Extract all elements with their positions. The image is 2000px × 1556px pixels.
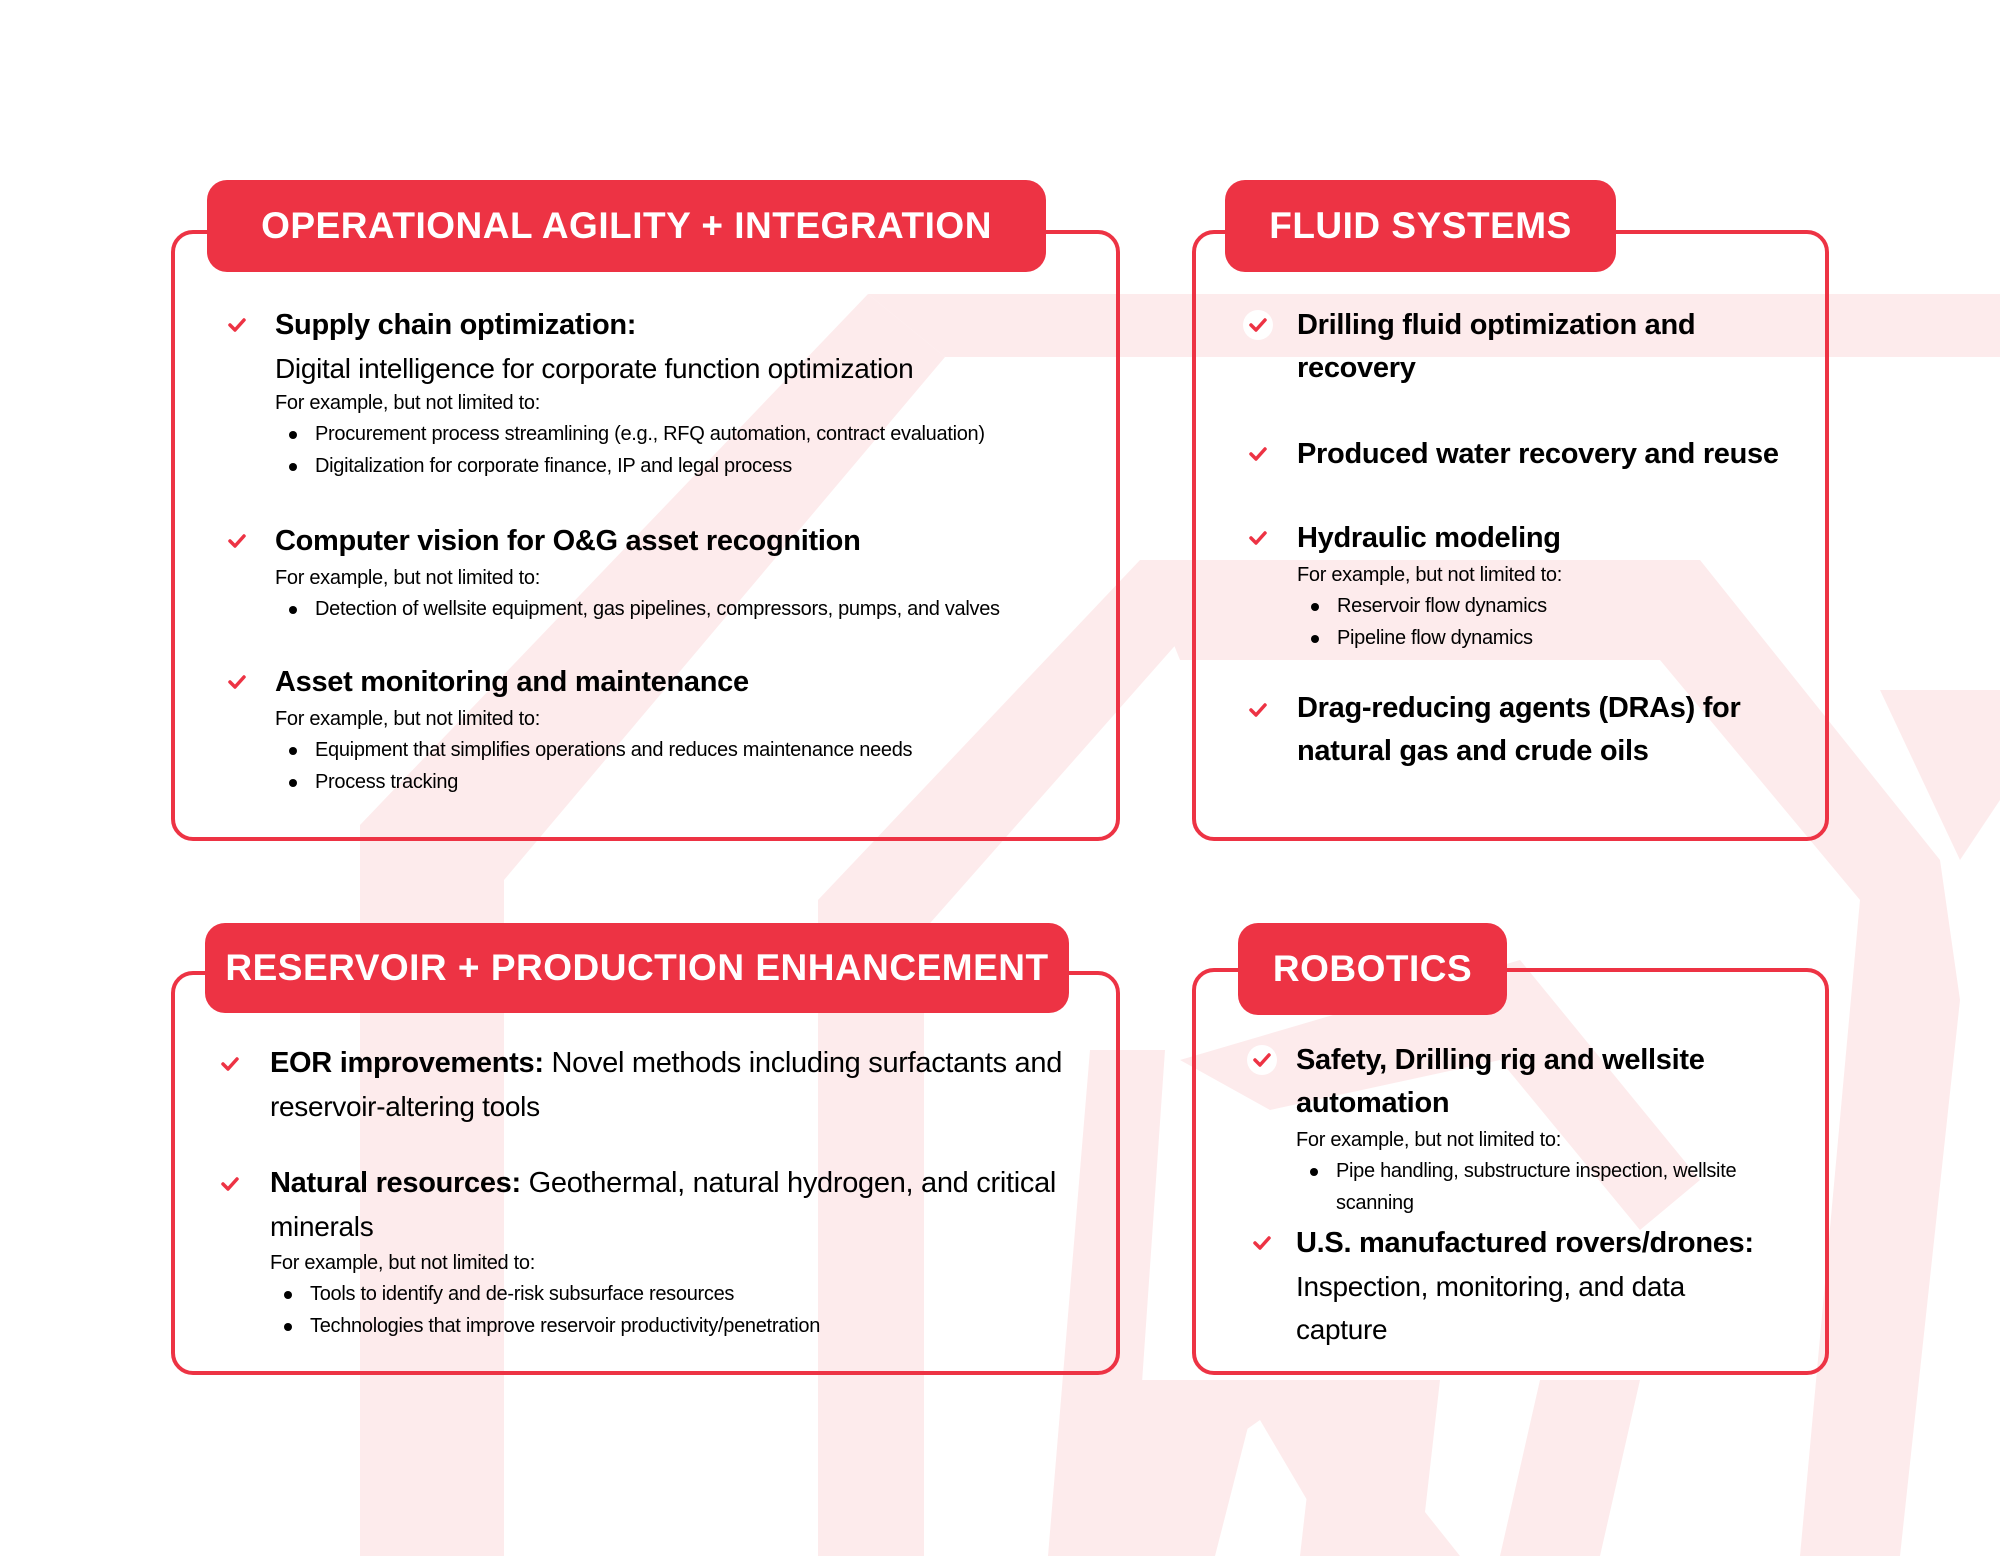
bullet-item: Equipment that simplifies operations and reduces maintenance needs [275, 734, 912, 766]
item-description: Novel methods including surfactants and [543, 1047, 1063, 1079]
item-description-cont: reservoir-altering tools [270, 1091, 540, 1122]
section-header-fluid-systems: FLUID SYSTEMS [1225, 180, 1616, 272]
bullet-dot [284, 1323, 292, 1331]
bullet-list [1296, 1155, 1736, 1219]
section-header-robotics: ROBOTICS [1238, 923, 1507, 1015]
example-label: For example, but not limited to: [275, 392, 540, 414]
bullet-item: Reservoir flow dynamics [1297, 590, 1562, 622]
check-icon [215, 1169, 245, 1199]
item-title: Safety, Drilling rig and wellsite [1296, 1044, 1705, 1076]
check-icon [1243, 439, 1273, 469]
bullet-item: Technologies that improve reservoir productivity/penetration [270, 1310, 1056, 1342]
bullet-list [270, 1278, 1056, 1342]
item-title-cont: recovery [1297, 352, 1416, 384]
check-icon [222, 667, 252, 697]
bullet-dot [289, 747, 297, 755]
item-title-cont: automation [1296, 1087, 1450, 1119]
bullet-dot [289, 431, 297, 439]
example-label: For example, but not limited to: [270, 1252, 535, 1274]
item-title [270, 1162, 1056, 1205]
example-label: For example, but not limited to: [1296, 1129, 1561, 1151]
bullet-item: Procurement process streamlining (e.g., RFQ automation, contract evaluation) [275, 418, 985, 450]
example-label: For example, but not limited to: [275, 708, 540, 730]
check-icon [1243, 695, 1273, 725]
item-title: Drag-reducing agents (DRAs) for [1297, 692, 1741, 724]
item-title: U.S. manufactured rovers/drones: [1296, 1227, 1754, 1259]
bullet-list [275, 593, 1000, 625]
check-icon [215, 1049, 245, 1079]
item-title [270, 1042, 1062, 1085]
item-title-cont: natural gas and crude oils [1297, 735, 1649, 767]
item-title: Drilling fluid optimization and [1297, 309, 1696, 341]
item-title: Produced water recovery and reuse [1297, 438, 1779, 470]
example-label: For example, but not limited to: [275, 567, 540, 589]
bullet-list [275, 418, 985, 482]
item-title: Hydraulic modeling [1297, 522, 1561, 554]
bullet-dot [289, 463, 297, 471]
item-description: Digital intelligence for corporate function optimization [275, 353, 914, 384]
check-icon [1247, 1228, 1277, 1258]
bullet-dot [289, 779, 297, 787]
item-title: Asset monitoring and maintenance [275, 666, 749, 698]
item-title: Supply chain optimization: [275, 309, 637, 341]
bullet-list [1297, 590, 1562, 654]
bullet-dot [1310, 1168, 1318, 1176]
example-label: For example, but not limited to: [1297, 564, 1562, 586]
check-icon [222, 310, 252, 340]
item-title-bold: EOR improvements: [270, 1047, 544, 1079]
item-title-bold: Natural resources: [270, 1167, 521, 1199]
check-icon [222, 526, 252, 556]
item-description-cont: minerals [270, 1211, 374, 1242]
check-icon [1243, 523, 1273, 553]
item-description: Geothermal, natural hydrogen, and critical [520, 1167, 1057, 1199]
item-description-cont: capture [1296, 1314, 1388, 1345]
check-icon [1247, 1045, 1277, 1075]
bullet-dot [1311, 635, 1319, 643]
bullet-item: Detection of wellsite equipment, gas pipelines, compressors, pumps, and valves [275, 593, 1000, 625]
section-header-operational-agility: OPERATIONAL AGILITY + INTEGRATION [207, 180, 1046, 272]
check-icon [1243, 310, 1273, 340]
bullet-item: Pipeline flow dynamics [1297, 622, 1562, 654]
bullet-dot [1311, 603, 1319, 611]
item-description: Inspection, monitoring, and data [1296, 1271, 1685, 1302]
section-header-reservoir-production: RESERVOIR + PRODUCTION ENHANCEMENT [205, 923, 1069, 1013]
bullet-item: Pipe handling, substructure inspection, wellsite scanning [1296, 1155, 1736, 1219]
bullet-dot [289, 606, 297, 614]
bullet-item: Tools to identify and de-risk subsurface resources [270, 1278, 1056, 1310]
bullet-list [275, 734, 912, 798]
bullet-item: Digitalization for corporate finance, IP and legal process [275, 450, 985, 482]
bullet-item: Process tracking [275, 766, 912, 798]
item-title: Computer vision for O&G asset recognition [275, 525, 861, 557]
bullet-dot [284, 1291, 292, 1299]
